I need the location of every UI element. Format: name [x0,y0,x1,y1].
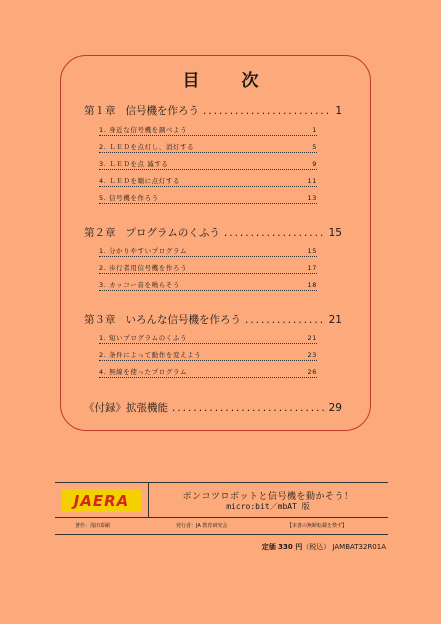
entry-label: 1. 身近な信号機を調べよう [99,126,188,134]
appendix-title: 《付録》拡張機能 [84,402,168,414]
chapter-page: 15 [328,227,342,239]
dot-leader [172,402,325,414]
toc-entry[interactable] [99,142,317,153]
entry-label: 2. ＬＥＤを点灯し、消灯する [99,143,195,151]
toc-entry[interactable] [99,280,317,291]
toc-entry[interactable] [99,333,317,344]
entry-page: 15 [307,247,317,255]
book-subtitle: micro:bit／mbAT 版 [226,502,310,511]
entry-page: 21 [307,334,317,342]
entry-label: 1. 分かりやすいプログラム [99,247,188,255]
entry-label: 4. ＬＥＤを順に点灯する [99,177,181,185]
divider [55,517,388,518]
entry-label: 2. 条件によって動作を変えよう [99,351,202,359]
entry-page: 23 [307,351,317,359]
chapter-page: 1 [335,105,342,117]
publisher-logo [62,489,141,512]
chapter-number: 第２章 [84,227,116,239]
entry-label: 1. 短いプログラムのくふう [99,334,188,342]
chapter-page: 21 [328,314,342,326]
entry-page: 5 [312,143,317,151]
toc-entry[interactable] [99,263,317,274]
entry-label: 3. カッコー音を鳴らそう [99,281,181,289]
toc-entry[interactable] [99,159,317,170]
toc-entry[interactable] [99,367,317,378]
publisher-credit: 発行者：JA 教育研究会 [176,523,228,529]
appendix-heading[interactable] [84,400,342,415]
product-code: JAMBAT32R01A [332,543,386,551]
toc-entry[interactable] [99,246,317,257]
entry-label: 4. 無線を使ったプログラム [99,368,188,376]
entry-label: 5. 信号機を作ろう [99,194,159,202]
appendix-page: 29 [328,402,342,414]
chapter-1-heading[interactable] [84,103,342,118]
toc-entry[interactable] [99,125,317,136]
entry-page: 17 [307,264,317,272]
chapter-number: 第３章 [84,314,116,326]
logo-text: JAERA [73,491,130,510]
price-label: 定価 330 円 [261,543,303,551]
toc-title: 目 次 [182,71,277,91]
dot-leader [224,227,325,239]
entry-page: 1 [312,126,317,134]
chapter-3-heading[interactable] [84,312,342,327]
copyright-notice: 【本書の無断転載を禁ず】 [287,523,348,529]
entry-page: 26 [307,368,317,376]
chapter-title: 信号機を作ろう [125,105,199,117]
chapter-title: プログラムのくふう [125,227,220,239]
colophon [55,482,388,535]
author-credit: 著作：浅田泰嗣 [75,523,111,529]
chapter-2-heading[interactable] [84,225,342,240]
entry-page: 13 [307,194,317,202]
dot-leader [203,105,328,117]
chapter-title: いろんな信号機を作ろう [125,314,241,326]
dot-leader [245,314,325,326]
price-tax: （税込） [302,543,331,551]
toc-entry[interactable] [99,176,317,187]
chapter-number: 第１章 [84,105,116,117]
toc-entry[interactable] [99,193,317,204]
price-line [262,542,386,552]
entry-page: 11 [307,177,317,185]
entry-page: 18 [307,281,317,289]
toc-entry[interactable] [99,350,317,361]
book-title: ポンコツロボットと信号機を動かそう！ [182,492,354,502]
entry-label: 3. ＬＥＤを点 滅する [99,160,169,168]
entry-page: 9 [312,160,317,168]
entry-label: 2. 歩行者用信号機を作ろう [99,264,188,272]
